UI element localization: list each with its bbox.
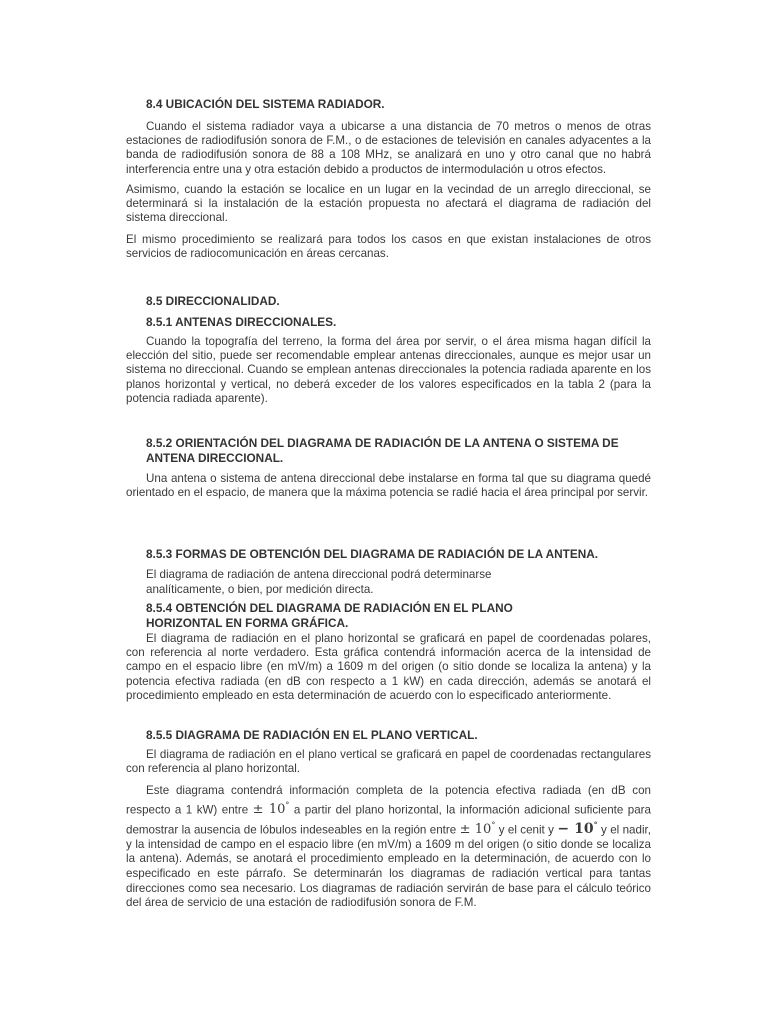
paragraph-text-b: a partir del plano horizontal, la información adicional suficiente para demostrar la ausencia de lóbulos indeseables en la región entre: [126, 802, 651, 837]
paragraph-8-4-3: El mismo procedimiento se realizará para todos los casos en que existan instalaciones de otros servicios de radiocomunicación en áreas cercanas.: [126, 233, 651, 261]
heading-8-5-2-line1: 8.5.2 ORIENTACIÓN DEL DIAGRAMA DE RADIACIÓN DE LA ANTENA O SISTEMA DE: [146, 436, 619, 450]
paragraph-8-5-5-2: [126, 784, 651, 911]
heading-8-5: 8.5 DIRECCIONALIDAD.: [146, 294, 280, 308]
heading-8-5-5: 8.5.5 DIAGRAMA DE RADIACIÓN EN EL PLANO VERTICAL.: [146, 728, 478, 742]
paragraph-8-5-5-1: El diagrama de radiación en el plano vertical se graficará en papel de coordenadas rectangulares con referencia al plano horizontal.: [126, 748, 651, 776]
paragraph-text-d: y el nadir, y la intensidad de campo en el espacio libre (en mV/m) a 1609 m del origen (o sitio donde se localiza la antena). Además, se anotará el procedimiento empleado en la determinación, de acuerdo con lo especificado en este párrafo. Se determinarán los diagramas de radiación vertical para tantas direcciones como sea necesario. Los diagramas de radiación servirán de base para el cálculo teórico del área de servicio de una estación de radiodifusión sonora de F.M.: [126, 823, 651, 910]
paragraph-8-4-1: Cuando el sistema radiador vaya a ubicarse a una distancia de 70 metros o menos de otras estaciones de radiodifusión sonora de F.M., o de estaciones de televisión en canales adyacentes a la banda de radiodifusión sonora de 88 a 108 MHz, se analizará en uno y otro canal que no habrá interferencia entre una y otra estación debido a productos de intermodulación u otros efectos.: [126, 120, 651, 176]
plus-minus-10-degrees-2: ± 10°: [459, 820, 496, 838]
plus-minus-10-degrees-1: ± 10°: [252, 800, 290, 817]
paragraph-text-c: y el cenit y: [498, 823, 554, 837]
paragraph-text-a: Este diagrama contendrá información completa de la potencia efectiva radiada (en dB con respecto a 1 kW) entre: [126, 784, 651, 816]
paragraph-8-5-2: Una antena o sistema de antena direccional debe instalarse en forma tal que su diagrama quedé orientado en el espacio, de manera que la máxima potencia se radié hacia el área principal por servir.: [126, 472, 651, 500]
paragraph-8-5-1: Cuando la topografía del terreno, la forma del área por servir, o el área misma hagan difícil la elección del sitio, puede ser recomendable emplear antenas direccionales, aunque es mejor usar un sistema no direccional. Cuando se emplean antenas direccionales la potencia radiada aparente en los planos horizontal y vertical, no deberá exceder de los valores especificados en la tabla 2 (para la potencia radiada aparente).: [126, 335, 651, 405]
heading-8-5-1: 8.5.1 ANTENAS DIRECCIONALES.: [146, 315, 337, 329]
heading-8-5-2-line2: ANTENA DIRECCIONAL.: [146, 451, 284, 465]
paragraph-8-5-3-line2: analíticamente, o bien, por medición directa.: [146, 583, 374, 596]
heading-8-5-4-line2: HORIZONTAL EN FORMA GRÁFICA.: [146, 616, 349, 630]
paragraph-8-4-2: Asimismo, cuando la estación se localice en un lugar en la vecindad de un arreglo direccional, se determinará si la instalación de la estación propuesta no afectará el diagrama de radiación del sistema direccional.: [126, 183, 651, 225]
paragraph-8-5-3-line1: El diagrama de radiación de antena direccional podrá determinarse: [146, 568, 492, 581]
heading-8-5-3: 8.5.3 FORMAS DE OBTENCIÓN DEL DIAGRAMA DE RADIACIÓN DE LA ANTENA.: [146, 547, 599, 561]
heading-8-5-4-line1: 8.5.4 OBTENCIÓN DEL DIAGRAMA DE RADIACIÓN EN EL PLANO: [146, 601, 513, 615]
heading-8-4: 8.4 UBICACIÓN DEL SISTEMA RADIADOR.: [146, 97, 385, 111]
minus-10-degrees: − 10°: [557, 819, 598, 838]
paragraph-8-5-4: El diagrama de radiación en el plano horizontal se graficará en papel de coordenadas polares, con referencia al norte verdadero. Esta gráfica contendrá información acerca de la intensidad de campo en el espacio libre (en mV/m) a 1609 m del origen (o sitio donde se localiza la antena) y la potencia efectiva radiada (en dB con respecto a 1 kW) en cada dirección, además se anotará el procedimiento empleado en esta determinación de acuerdo con lo especificado anteriormente.: [126, 632, 651, 702]
